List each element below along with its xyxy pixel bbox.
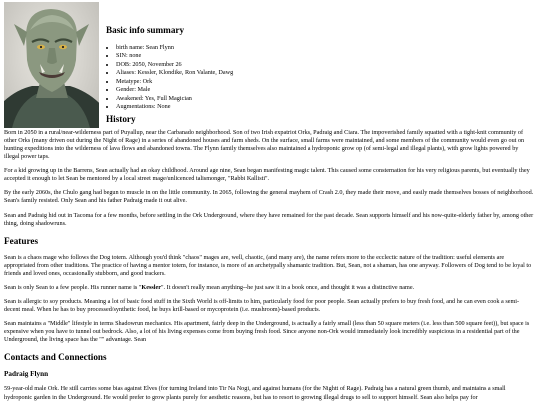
contacts-heading: Contacts and Connections bbox=[4, 352, 107, 363]
features-paragraph bbox=[4, 284, 534, 292]
basic-info-list bbox=[106, 44, 526, 111]
basic-info-item: • SIN: none bbox=[116, 52, 526, 60]
features-text: Sean is only Sean to a few people. His runner name is " bbox=[4, 283, 142, 291]
features-paragraph: Sean is a chaos mage who follows the Dog totem. Although you'd think "chaos" mages are, well, chaotic, (and many are), the name refers more to the ecclectic nature of the tradition: useful elements are appropriated from other traditions. The practice of having a mentor totem, for instance, is more of an archetypally shamanic tradition. But, Sean, not a shaman, has one anyway. Followers of Dog tend to be loyal to friends and loved ones, occasionally stubborn, and good trackers. bbox=[4, 253, 532, 277]
features-paragraph: Sean maintains a "Middle" lifestyle in terms Shadowrun mechanics. His apartment, fairly deep in the Underground, is actually a fairly small (less than 50 square meters (i.e. less than 500 square feet)), but space is expensive when you have to tunnel out bedrock. Also, a lot of his living expenses come from buying fresh food. Since anyone non-Ork would immediately look incredibly suspicious in a residential part of the Underground, the living space has the "" advantage. Sean bbox=[4, 319, 530, 344]
contact-paragraph: 59-year-old male Ork. He still carries some bias against Elves (for turning Ireland into Tir Na Nogi, and against humans (for the Nightt of Rage). Padraig has a natural green thumb, and maintains a small hydroponic garden in the Underground. He would prefer to grow plants purely for aesthetic reasons, but has to resort to growing illegal drugs to sell to support himself. Sean also helps pay for bbox=[4, 385, 506, 401]
basic-info-item: • Metatype: Ork bbox=[116, 78, 526, 86]
basic-info-heading: Basic info summary bbox=[106, 25, 185, 35]
basic-info-item: • Awakened: Yes, Full Magician bbox=[116, 95, 526, 103]
history-paragraph: For a kid growing up in the Barrens, Sean actually had an okay childhood. Around age nine, Sean began manifesting magic talent. This caused some consternation for his very religious parents, but eventually they accepted it enough to let Sean be mentored by a local street mage/unlicenced talismonger, "Rabbi Kallisti". bbox=[4, 167, 530, 183]
contact-name-heading: Padraig Flynn bbox=[4, 370, 49, 379]
features-heading: Features bbox=[4, 235, 39, 246]
basic-info-section bbox=[106, 25, 526, 112]
history-paragraph: Born in 2050 in a rural/near-wilderness part of Puyallup, near the Carbanado neighborhood. Son of two Irish expatriot Orks, Padraig and Ciara. The impoverished family squatted with a tight-knit community of other Orks (many driven out during the Night of Rage) in a series of abandoned houses and farm sheds. On the surface, small farms were maintained, and some members of the community would even go out on hunting expeditions into the wilderness of lava flows and abandoned towns. The Flynn family themselves also maintained a hydroponic grow op (of semi-legal and illegal plants), with grow lights powered by illegal power taps. bbox=[4, 129, 525, 161]
basic-info-item: • Gender: Male bbox=[116, 86, 526, 94]
basic-info-item: • Augmentations: None bbox=[116, 103, 526, 111]
ork-portrait-image bbox=[4, 2, 99, 128]
history-paragraph: Sean and Padraig hid out in Tacoma for a few months, before settling in the Ork Underground, where they have remained for the past decade. Sean supports himself and his now-quite-elderly father by, among other thing, doing shadowruns. bbox=[4, 211, 534, 227]
basic-info-item: • DOB: 2050, November 26 bbox=[116, 61, 526, 69]
features-paragraph: Sean is allergic to soy products. Meaning a lot of basic food stuff in the Sixth World is off-limits to him, particularly food for poor people. Sean actually prefers to buy fresh food, and he can even cook a semi-decent meal. When he has to buy processed/synthetic food, he buys krill-based or mycoprotein (i.e. mushroom)-based products. bbox=[4, 297, 520, 313]
character-portrait bbox=[4, 2, 99, 128]
basic-info-item: • birth name: Sean Flynn bbox=[116, 44, 526, 52]
runner-name: Kessler bbox=[141, 283, 162, 291]
history-heading: History bbox=[106, 114, 136, 124]
history-paragraph: By the early 2060s, the Chulo gang had begun to muscle in on the little community. In 2065, following the general mayhem of Crash 2.0, they made their move, and easily made themselves bosses of neighborhood. Sean's family resisted. Only Sean and his father Padraig made it out alive. bbox=[4, 189, 534, 205]
features-text: ". It doesn't really mean anything--he just saw it in a book once, and thought it was a distinctive name. bbox=[161, 283, 415, 291]
article-body bbox=[4, 129, 534, 402]
basic-info-item: • Aliases: Kessler, Klondike, Ron Valante, Dawg bbox=[116, 69, 526, 77]
